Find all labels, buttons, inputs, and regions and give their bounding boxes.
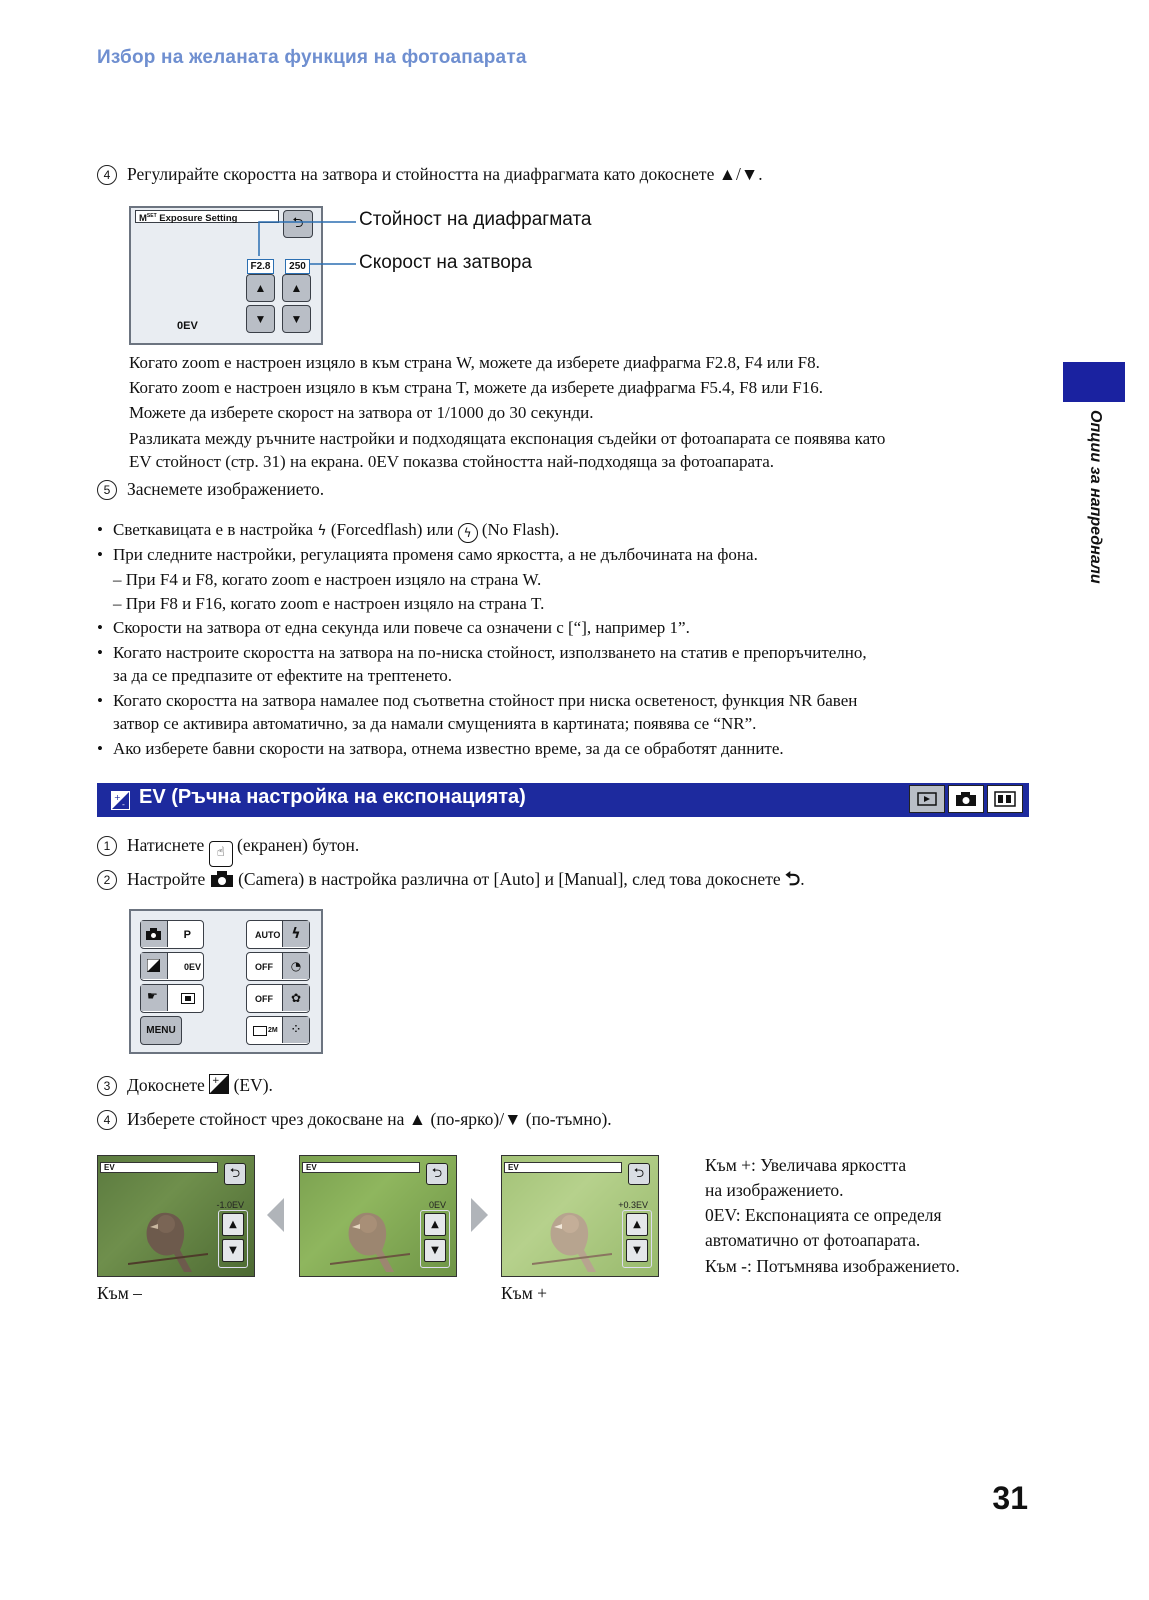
camera-icon xyxy=(146,928,161,940)
return-icon: ⮌ xyxy=(292,215,304,231)
self-timer-icon: ◔ xyxy=(282,953,309,979)
bullet-text: Когато скоростта на затвора намалее под съответна стойност при ниска осветеност, функция NR бавен xyxy=(113,691,858,710)
mode-letter: M xyxy=(139,213,147,225)
right-arrow-icon xyxy=(471,1198,488,1232)
bullet-text: Светкавицата е в настройка xyxy=(113,520,314,539)
ev-value: 0EV xyxy=(183,961,201,972)
camera-mode-button[interactable] xyxy=(140,920,204,949)
step-text: (EV). xyxy=(233,1075,273,1095)
ev-down-button[interactable] xyxy=(626,1239,648,1262)
ev-button[interactable] xyxy=(140,952,204,981)
hand-icon: ☛ xyxy=(147,989,158,1003)
ev-value: +0.3EV xyxy=(618,1200,648,1210)
return-button[interactable] xyxy=(224,1163,246,1185)
ev-up-button[interactable] xyxy=(626,1213,648,1236)
flash-button[interactable] xyxy=(246,920,310,949)
down-arrow-icon: ▼ xyxy=(229,1245,237,1256)
callout-lines xyxy=(240,210,360,280)
return-icon: ⮌ xyxy=(229,1166,241,1181)
svg-text:+: + xyxy=(212,1076,220,1086)
camera-mode-value: P xyxy=(183,928,191,941)
step-text: Докоснете xyxy=(127,1075,205,1095)
step-text: Регулирайте скоростта на затвора и стойността на диафрагмата като докоснете ▲/▼. xyxy=(127,164,763,184)
bullet-flash: • Светкавицата е в настройка ϟ (Forcedflash) или ϟ (No Flash). xyxy=(97,519,559,543)
flash-value: AUTO xyxy=(255,929,281,940)
ev-icon xyxy=(147,959,160,972)
bullet-text: Скорости на затвора от една секунда или повече са означени с [“], например 1”. xyxy=(113,618,690,637)
ev-value: 0EV xyxy=(428,1200,446,1210)
caption-minus: Към – xyxy=(97,1283,142,1303)
exposure-setting-title: $M^{SET}$ Exposure Setting xyxy=(135,210,279,223)
left-arrow-icon xyxy=(267,1198,284,1232)
section-bar-ev xyxy=(97,783,1029,817)
note-line: Когато zoom е настроен изцяло в към страна T, можете да изберете диафрагма F5.4, F8 или F16. xyxy=(129,378,824,397)
step-number: 4 xyxy=(97,1110,117,1130)
svg-text:+: + xyxy=(114,793,121,802)
return-button[interactable] xyxy=(426,1163,448,1185)
camera-icon xyxy=(210,870,234,888)
legend-line: Към -: Потъмнява изображението. xyxy=(705,1256,960,1276)
photo-darker xyxy=(97,1155,255,1277)
ev-up-button[interactable] xyxy=(222,1213,244,1236)
legend-line: на изображението. xyxy=(705,1180,844,1200)
bullet-continuation: затвор се активира автоматично, за да намали смущенията в картината; появява се “NR”. xyxy=(113,714,757,733)
ev-readout: 0EV xyxy=(177,320,198,332)
bullet-text: Ако изберете бавни скорости на затвора, отнема известно време, за да се обработят данните. xyxy=(113,739,784,758)
return-icon: ⮌ xyxy=(431,1166,443,1181)
macro-value: OFF xyxy=(255,993,273,1004)
step-number: 4 xyxy=(97,165,117,185)
note-line: EV стойност (стр. 31) на екрана. 0EV показва стойността най-подходяща за фотоапарата. xyxy=(129,452,775,471)
step-text: Настройте xyxy=(127,869,206,889)
ev-down-button[interactable] xyxy=(222,1239,244,1262)
bullet-text: (No Flash). xyxy=(481,520,560,539)
no-flash-icon: ϟ xyxy=(458,523,478,543)
bullet-brightness: • При следните настройки, регулацията променя само яркостта, а не дълбочината на фона. xyxy=(97,545,758,564)
up-arrow-icon: ▲ xyxy=(254,281,267,295)
side-tab-marker xyxy=(1063,362,1125,402)
step-4-select-value xyxy=(97,1108,612,1130)
bird-image xyxy=(532,1194,612,1274)
svg-text:-: - xyxy=(122,800,125,809)
bird-image xyxy=(128,1194,208,1274)
ev-label: EV xyxy=(504,1162,622,1173)
playback-icon xyxy=(917,792,937,806)
ev-arrows xyxy=(420,1210,450,1268)
step-text: (екранен) бутон. xyxy=(237,835,360,855)
bullet-continuation: за да се предпазите от ефектите на трептенето. xyxy=(113,666,453,685)
flash-icon: ϟ xyxy=(282,921,309,947)
section-title: EV (Ръчна настройка на експонацията) xyxy=(139,786,526,808)
photo-brighter xyxy=(501,1155,659,1277)
legend-line: автоматично от фотоапарата. xyxy=(705,1230,921,1250)
step-1-press xyxy=(97,834,359,867)
playback-mode-box xyxy=(909,785,945,813)
down-arrow-icon: ▼ xyxy=(633,1245,641,1256)
callout-aperture: Стойност на диафрагмата xyxy=(359,209,592,230)
camera-menu-panel xyxy=(129,909,323,1054)
side-tab-label: Опции за напреднали xyxy=(1087,410,1104,584)
self-timer-value: OFF xyxy=(255,961,273,972)
ev-arrows xyxy=(622,1210,652,1268)
aperture-down-button[interactable] xyxy=(246,305,275,333)
page-number: 31 xyxy=(992,1480,1028,1516)
sub-bullet: – При F4 и F8, когато zoom е настроен изцяло на страна W. xyxy=(113,570,542,589)
bullet-nr: • Когато скоростта на затвора намалее под съответна стойност при ниска осветеност, функция NR бавен xyxy=(97,691,858,710)
bird-image xyxy=(330,1194,410,1274)
ev-arrows xyxy=(218,1210,248,1268)
shutter-value: 250 xyxy=(285,259,310,274)
exposure-setting-label: Exposure Setting xyxy=(159,213,238,225)
down-arrow-icon: ▼ xyxy=(254,312,267,326)
bullet-text: Когато настроите скоростта на затвора на по-ниска стойност, използването на статив е препоръчително, xyxy=(113,643,867,662)
ev-down-button[interactable] xyxy=(424,1239,446,1262)
image-size-icon xyxy=(253,1026,267,1036)
note-line: Можете да изберете скорост на затвора от 1/1000 до 30 секунди. xyxy=(129,403,594,422)
ev-value: -1.0EV xyxy=(216,1200,244,1210)
touch-screen-button-icon: ☝ xyxy=(209,841,233,867)
caption-plus: Към + xyxy=(501,1283,548,1303)
step-text: Изберете стойност чрез докосване на ▲ (по-ярко)/▼ (по-тъмно). xyxy=(127,1109,612,1129)
ev-icon xyxy=(209,1074,229,1094)
quality-icon: ⁘ xyxy=(282,1017,309,1043)
macro-flower-icon: ✿ xyxy=(282,985,309,1011)
bullet-text: (Forcedflash) или xyxy=(330,520,454,539)
down-arrow-icon: ▼ xyxy=(431,1245,439,1256)
step-number: 3 xyxy=(97,1076,117,1096)
ev-icon xyxy=(111,791,130,810)
side-tab xyxy=(1064,410,1124,590)
bullet-text: При следните настройки, регулацията променя само яркостта, а не дълбочината на фона. xyxy=(113,545,758,564)
step-3-touch-ev xyxy=(97,1074,273,1096)
sub-bullet: – При F8 и F16, когато zoom е настроен изцяло на страна T. xyxy=(113,594,545,613)
macro-button[interactable] xyxy=(246,984,310,1013)
step-number: 2 xyxy=(97,870,117,890)
up-arrow-icon: ▲ xyxy=(229,1219,237,1230)
return-icon: ⮌ xyxy=(784,868,801,890)
ev-label: EV xyxy=(100,1162,218,1173)
up-arrow-icon: ▲ xyxy=(633,1219,641,1230)
down-arrow-icon: ▼ xyxy=(290,312,303,326)
menu-button[interactable]: MENU xyxy=(140,1016,182,1045)
up-arrow-icon: ▲ xyxy=(290,281,303,295)
step-number: 5 xyxy=(97,480,117,500)
photo-normal xyxy=(299,1155,457,1277)
ev-label: EV xyxy=(302,1162,420,1173)
page-header-title: Избор на желаната функция на фотоапарата xyxy=(97,47,527,68)
shutter-down-button[interactable] xyxy=(282,305,311,333)
forced-flash-icon: ϟ xyxy=(317,523,327,539)
step-2-set-camera: 2 Настройте (Camera) в настройка различна от [Auto] и [Manual], след това докоснете ⮌. xyxy=(97,868,805,890)
step-5-shoot xyxy=(97,478,324,500)
legend-line: Към +: Увеличава яркостта xyxy=(705,1155,907,1175)
ev-up-button[interactable] xyxy=(424,1213,446,1236)
focus-metering-button[interactable] xyxy=(140,984,204,1013)
step-text: Заснемете изображението. xyxy=(127,479,325,499)
note-line: Когато zoom е настроен изцяло в към страна W, можете да изберете диафрагма F2.8, F4 или F8. xyxy=(129,353,820,372)
up-arrow-icon: ▲ xyxy=(431,1219,439,1230)
step-text: (Camera) в настройка различна от [Auto] и [Manual], след това докоснете xyxy=(238,869,781,889)
aperture-value: F2.8 xyxy=(247,259,274,274)
camera-icon xyxy=(955,791,977,807)
step-text: Натиснете xyxy=(127,835,205,855)
bullet-tripod: • Когато настроите скоростта на затвора на по-ниска стойност, използването на статив е препоръчително, xyxy=(97,643,867,662)
movie-mode-box xyxy=(987,785,1023,813)
image-size-button[interactable] xyxy=(246,1016,310,1045)
legend-line: 0EV: Експонацията се определя xyxy=(705,1205,942,1225)
camera-mode-box xyxy=(948,785,984,813)
note-line: Разликата между ръчните настройки и подходящата експонация съдейки от фотоапарата се появява като xyxy=(129,429,886,448)
step-4-adjust xyxy=(97,163,763,185)
return-icon: ⮌ xyxy=(633,1166,645,1181)
return-button[interactable] xyxy=(628,1163,650,1185)
step-number: 1 xyxy=(97,836,117,856)
bullet-processing: • Ако изберете бавни скорости на затвора, отнема известно време, за да се обработят данните. xyxy=(97,739,784,758)
callout-shutter: Скорост на затвора xyxy=(359,252,532,273)
self-timer-button[interactable] xyxy=(246,952,310,981)
metering-icon xyxy=(181,993,195,1004)
image-size-value: 2M xyxy=(268,1027,278,1034)
bullet-shutter-notation: • Скорости на затвора от една секунда или повече са означени с [“], например 1”. xyxy=(97,618,690,637)
movie-icon xyxy=(994,791,1016,807)
